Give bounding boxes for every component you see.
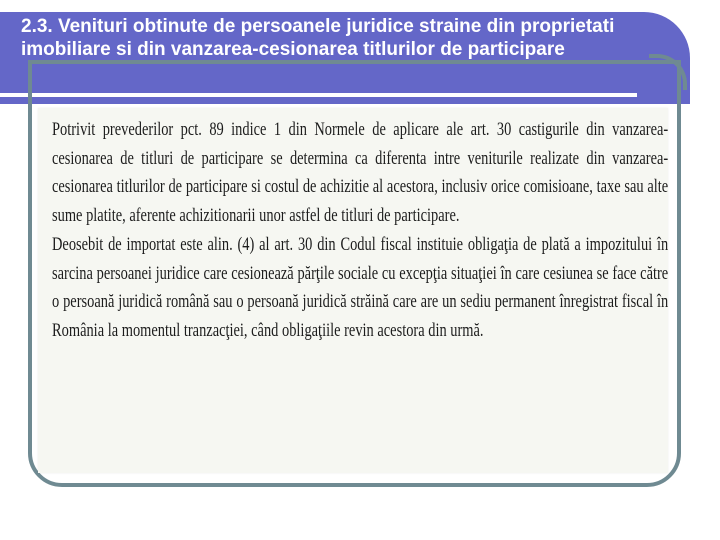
paragraph-normele: Potrivit prevederilor pct. 89 indice 1 din Normele de aplicare ale art. 30 castigurile din vanzarea-cesionarea de titluri de participare se determina ca diferenta intre veniturile realizate din vanzarea-cesionarea titlurilor de participare si costul de achizitie al acestora, inclusiv orice comisioane, taxe sau alte sume platite, aferente achizitionarii unor astfel de titluri de participare.: [52, 120, 669, 227]
scanned-document-text: [52, 116, 668, 346]
slide-title: 2.3. Venituri obtinute de persoanele juridice straine din proprietati imobiliare si din vanzarea-cesionarea titlurilor de participare: [21, 16, 615, 60]
paragraph-codul-fiscal: Deosebit de importat este alin. (4) al art. 30 din Codul fiscal instituie obligaţia de plată a impozitului în sarcina persoanei juridice care cesionează părţile sociale cu excepţia situaţiei în care cesiunea se face către o persoană juridică română sau o persoană juridică străină care are un sediu permanent înregistrat fiscal în România la momentul tranzacţiei, când obligaţiile revin acestora din urmă.: [52, 234, 669, 341]
